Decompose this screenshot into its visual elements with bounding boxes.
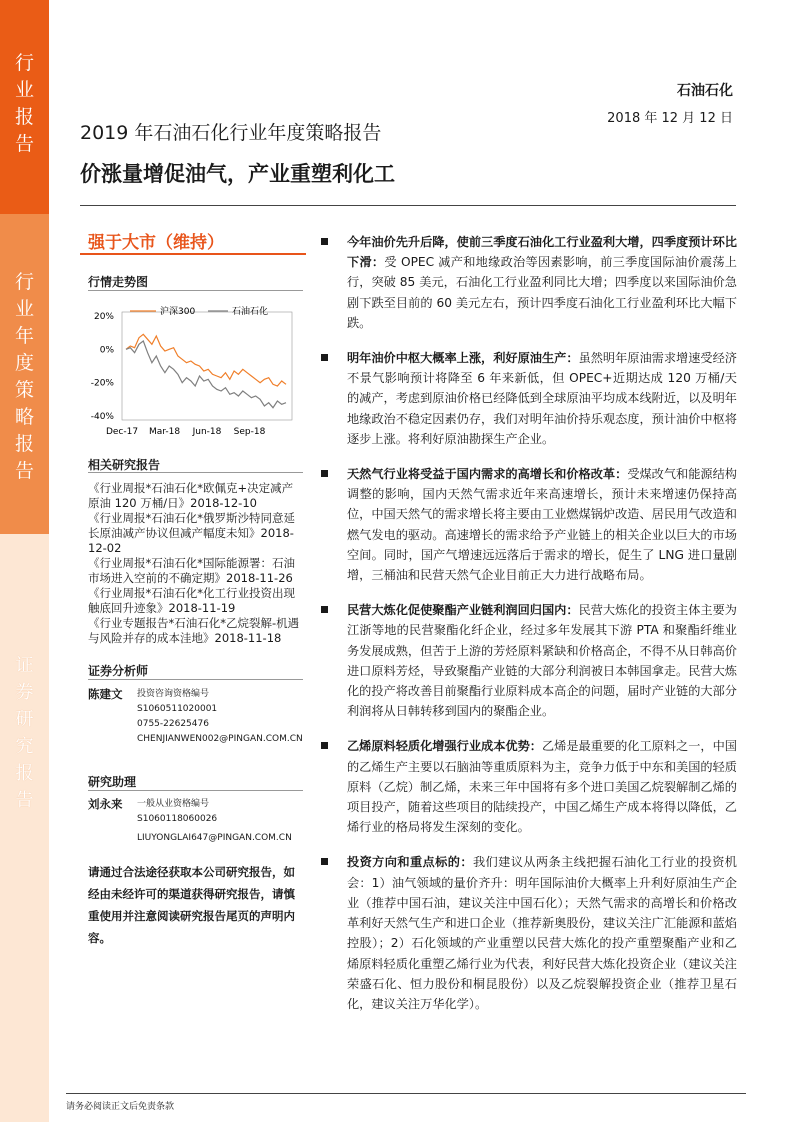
sidebar-char: 报 — [14, 106, 34, 128]
series-line-petrochem — [126, 341, 286, 408]
rating-label: 强于大市（维持） — [88, 233, 224, 253]
sidebar-char: 报 — [15, 763, 34, 784]
summary-point-body: 受煤改气和能源结构调整的影响，国内天然气需求近年来高速增长，预计未来增速仍保持高位，中国天然气的需求增长将主要由工业燃煤锅炉改造、居民用气改造和燃气发电的驱动。高速增长的需求给予产业链上的相关企业以巨大的市场空间。同时，国产气增速远远落后于需求的增长，促生了 LNG 进口量剧增，三桶油和民营天然气企业目前正大力进行战略布局。 — [347, 467, 737, 583]
sidebar-char: 年 — [14, 325, 34, 347]
sidebar-char: 研 — [15, 709, 34, 730]
sidebar-label-industry-report — [0, 0, 49, 214]
related-report-item[interactable]: 《行业周报*石油石化*化工行业投资出现触底回升迹象》2018-11-19 — [88, 586, 295, 615]
related-reports-list — [88, 481, 303, 646]
analyst-card — [88, 687, 303, 747]
summary-point-lead: 投资方向和重点标的： — [347, 855, 473, 870]
summary-point-lead: 天然气行业将受益于国内需求的高增长和价格改革： — [347, 467, 628, 482]
related-reports-divider — [88, 472, 303, 473]
rating-divider — [80, 253, 306, 255]
sidebar-char: 行 — [14, 271, 34, 293]
y-tick-label: -40% — [90, 412, 114, 422]
sidebar-char: 度 — [14, 352, 34, 374]
analyst-section-divider — [88, 679, 303, 680]
industry-name: 石油石化 — [677, 83, 733, 99]
square-bullet-icon — [321, 238, 328, 245]
y-tick-label: 0% — [99, 345, 114, 356]
sidebar-char: 报 — [14, 433, 34, 455]
assistant-name: 刘永来 — [88, 797, 123, 811]
square-bullet-icon — [321, 742, 328, 749]
summary-point — [319, 464, 737, 585]
analyst-phone: 0755-22625476 — [137, 719, 209, 729]
footer-divider — [66, 1093, 746, 1094]
square-bullet-icon — [321, 606, 328, 613]
summary-point — [319, 600, 737, 721]
assistant-card — [88, 797, 303, 846]
report-date: 2018 年 12 月 12 日 — [607, 111, 733, 126]
summary-point-lead: 乙烯原料轻质化增强行业成本优势： — [347, 739, 542, 754]
sidebar-char: 告 — [15, 790, 34, 811]
summary-point-body: 我们建议从两条主线把握石油化工行业的投资机会：1）油气领域的量价齐升：明年国际油价大概率上升利好原油生产企业（推荐中国石油，建议关注中国石化）；天然气需求的高增长和价格改革利好天然气生产和进口企业（推荐新奥股份，建议关注广汇能源和蓝焰控股）；2）石化领域的产业重塑以民营大炼化的投产重塑聚酯产业和乙烯原料轻质化重塑乙烯行业为代表，利好民营大炼化投资企业（建议关注荣盛石化、恒力股份和桐昆股份）以及乙烷裂解投资企业（推荐卫星石化，建议关注万华化学）。 — [347, 855, 737, 1011]
series-line-hs300 — [126, 334, 286, 386]
chart-section-title: 行情走势图 — [88, 275, 149, 289]
summary-point — [319, 736, 737, 837]
chart-legend — [130, 305, 268, 317]
summary-point-body: 虽然明年原油需求增速受经济不景气影响预计将降至 6 年来新低，但 OPEC+近期达成 120 万桶/天的减产，考虑到原油价格已经降低到全球原油平均成本线附近，以及明年地缘政治不稳定因素仍存，我们对明年油价持乐观态度，预计油价中枢将逐步上涨。将利好原油勘探生产企业。 — [347, 351, 737, 446]
legend-label-hs300: 沪深300 — [160, 307, 196, 317]
report-subtitle: 价涨量增促油气，产业重塑利化工 — [80, 162, 395, 186]
y-tick-label: -20% — [90, 378, 114, 389]
related-report-item[interactable]: 《行业专题报告*石油石化*乙烷裂解-机遇与风险并存的成本洼地》2018-11-18 — [88, 616, 300, 645]
sidebar-char: 业 — [14, 79, 34, 101]
chart-svg — [80, 296, 302, 441]
summary-point — [319, 348, 737, 449]
summary-point-body: 民营大炼化的投资主体主要为江浙等地的民营聚酯化纤企业，经过多年发展其下游 PTA 和聚酯纤维业务发展成熟，但苦于上游的芳烃原料紧缺和价格高企，不得不从日韩高价进口原料芳烃，导致聚酯产业链的大部分利润被日本韩国拿走。民营大炼化的投产将改善目前聚酯行业原料成本高企的问题，届时产业链的大部分利润将从日韩转移到国内的聚酯企业。 — [347, 603, 737, 719]
assistant-qualification-label: 一般从业资格编号 — [137, 799, 210, 809]
x-tick-label: Dec-17 — [105, 427, 139, 437]
sidebar-char: 策 — [14, 379, 34, 401]
sidebar-char: 告 — [14, 460, 34, 482]
sidebar-char: 行 — [14, 52, 34, 74]
assistant-section-title: 研究助理 — [88, 775, 137, 789]
y-tick-label: 20% — [93, 312, 114, 322]
related-report-item[interactable]: 《行业周报*石油石化*国际能源署：石油市场进入空前的不确定期》2018-11-26 — [88, 556, 295, 585]
analyst-section-title: 证券分析师 — [88, 664, 149, 678]
related-report-item[interactable]: 《行业周报*石油石化*欧佩克+决定减产原油 120 万桶/日》2018-12-10 — [88, 481, 294, 510]
square-bullet-icon — [321, 470, 328, 477]
sidebar-char: 券 — [15, 682, 34, 703]
analyst-qualification-number: S1060511020001 — [137, 704, 218, 714]
sidebar-label-securities-research — [0, 534, 49, 1122]
analyst-email[interactable]: CHENJIANWEN002@PINGAN.COM.CN — [137, 734, 303, 744]
header-divider — [80, 205, 736, 206]
summary-point — [319, 852, 737, 1014]
legend-label-petrochem: 石油石化 — [232, 307, 269, 317]
related-reports-title: 相关研究报告 — [88, 458, 161, 472]
square-bullet-icon — [321, 354, 328, 361]
assistant-email[interactable]: LIUYONGLAI647@PINGAN.COM.CN — [137, 833, 292, 843]
sidebar-char: 业 — [14, 298, 34, 320]
summary-point-lead: 民营大炼化促使聚酯产业链利润回归国内： — [347, 603, 579, 618]
assistant-qualification-number: S1060118060026 — [137, 814, 218, 824]
price-trend-chart — [80, 296, 302, 441]
report-title: 2019 年石油石化行业年度策略报告 — [80, 122, 382, 144]
analyst-name: 陈建文 — [88, 687, 123, 701]
x-tick-label: Jun-18 — [192, 427, 222, 437]
sidebar-char: 告 — [14, 133, 34, 155]
summary-point-lead: 今年油价先升后降，使前三季度石油化工行业盈利大增，四季度预计环比下滑： — [347, 235, 737, 270]
sidebar-char: 究 — [15, 736, 34, 757]
analyst-qualification-label: 投资咨询资格编号 — [137, 689, 210, 699]
sidebar-char: 略 — [14, 406, 34, 428]
footer-disclaimer: 请务必阅读正文后免责条款 — [66, 1102, 175, 1112]
summary-point-body: 乙烯是最重要的化工原料之一，中国的乙烯生产主要以石脑油等重质原料为主，竞争力低于中东和美国的轻质原料（乙烷）制乙烯，未来三年中国将有多个进口美国乙烷裂解制乙烯的项目投产，随着这些项目的陆续投产，中国乙烯生产成本将得以降低，乙烯行业的格局将发生深刻的变化。 — [347, 739, 737, 835]
reading-disclaimer: 请通过合法途径获取本公司研究报告，如经由未经许可的渠道获得研究报告，请慎重使用并注意阅读研究报告尾页的声明内容。 — [88, 865, 295, 945]
square-bullet-icon — [321, 858, 328, 865]
summary-content — [319, 232, 737, 1029]
chart-section-divider — [88, 290, 303, 291]
summary-point — [319, 232, 737, 333]
sidebar-label-annual-strategy — [0, 214, 49, 534]
summary-point-body: 受 OPEC 减产和地缘政治等因素影响，前三季度国际油价震荡上行，突破 85 美元，石油化工行业盈利同比大增；四季度以来国际油价急剧下跌至目前的 60 美元左右，预计四季度石油化工行业盈利环比大幅下跌。 — [347, 255, 737, 330]
sidebar-char: 证 — [15, 655, 34, 676]
left-sidebar — [0, 0, 49, 1122]
related-report-item[interactable]: 《行业周报*石油石化*俄罗斯沙特同意延长原油减产协议但减产幅度未知》2018-12-02 — [88, 511, 295, 555]
x-tick-label: Mar-18 — [148, 427, 181, 437]
summary-point-lead: 明年油价中枢大概率上涨，利好原油生产： — [347, 351, 579, 366]
x-tick-label: Sep-18 — [233, 427, 266, 437]
assistant-section-divider — [88, 790, 303, 791]
